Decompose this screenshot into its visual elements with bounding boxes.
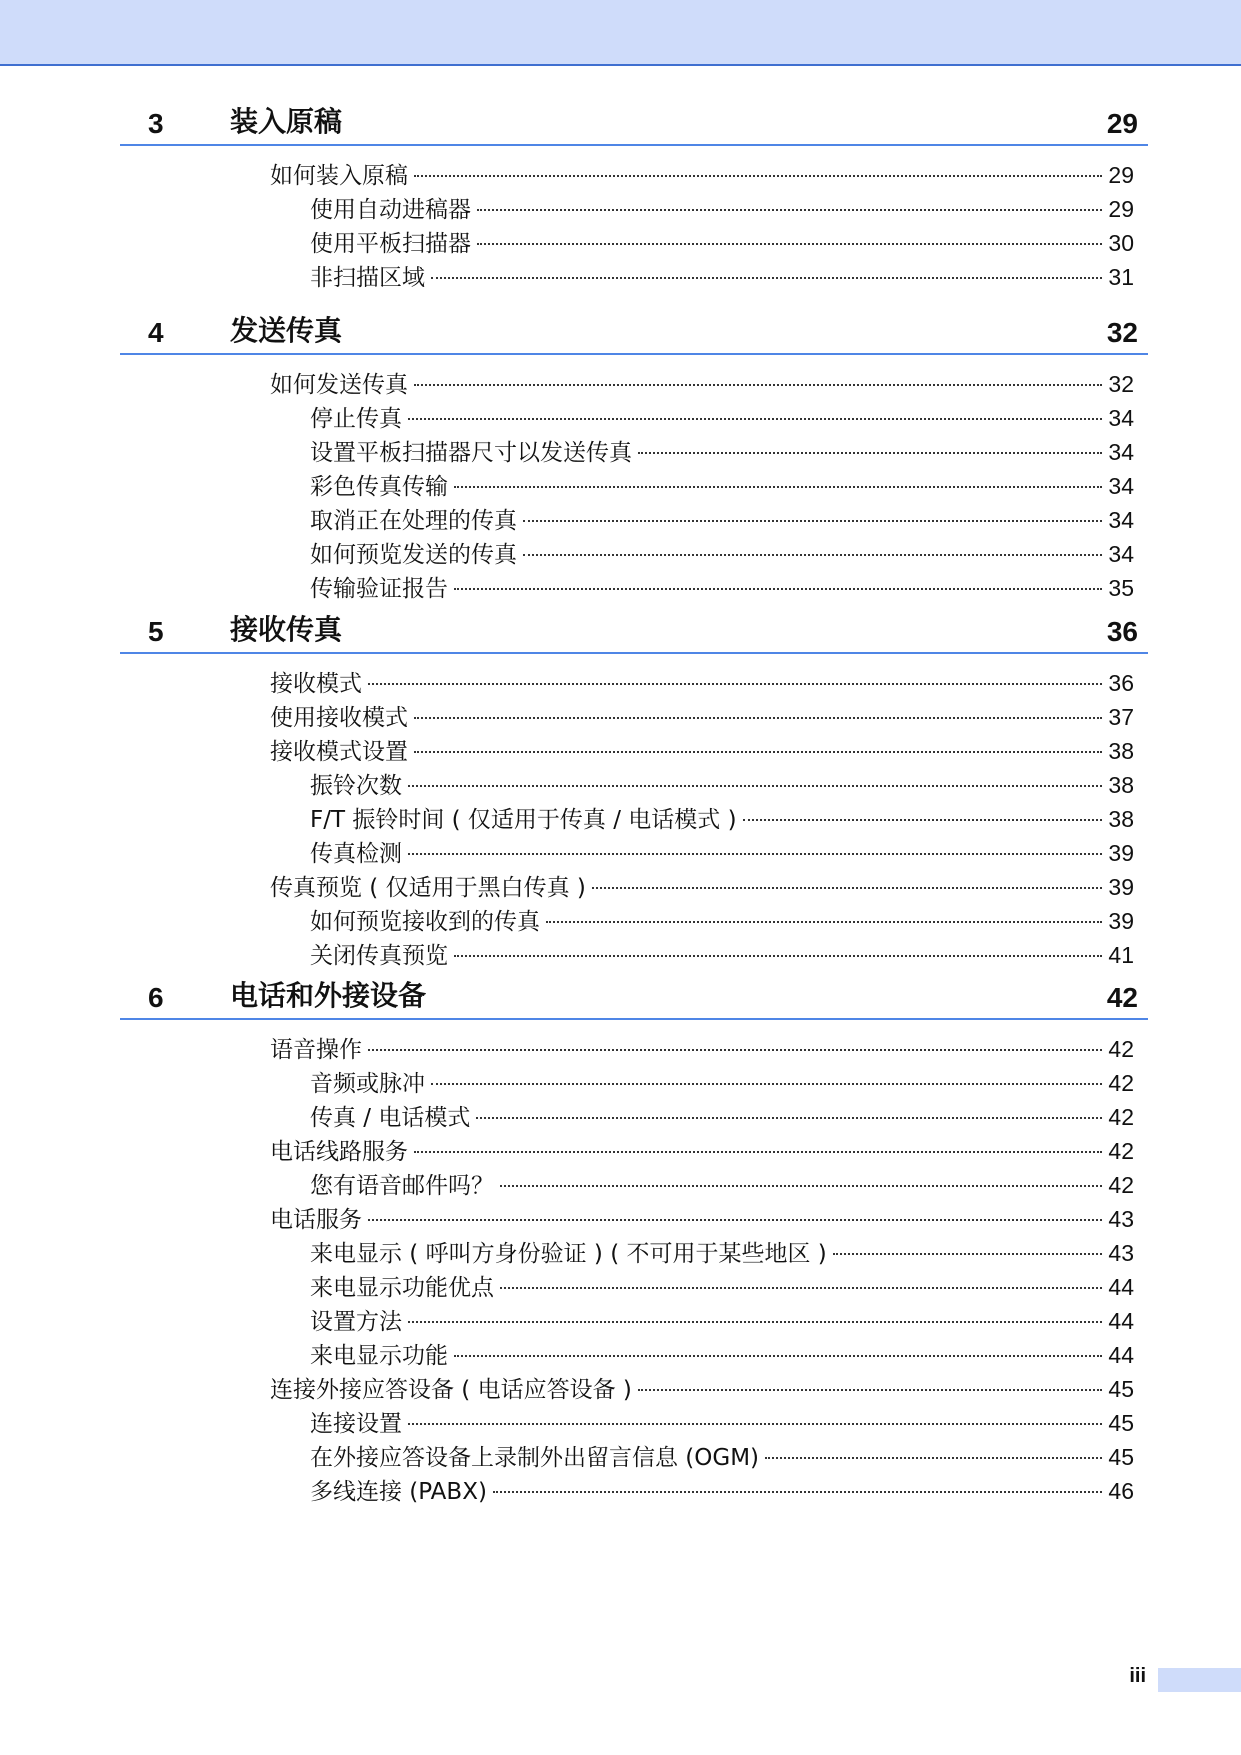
toc-entry-title: 电话线路服务 <box>270 1139 408 1165</box>
toc-entry-title: 连接外接应答设备 ( 电话应答设备 ) <box>270 1377 632 1403</box>
toc-entry-page: 29 <box>1108 162 1134 188</box>
toc-entry-list <box>120 666 1148 972</box>
toc-entry-title: 使用接收模式 <box>270 705 408 731</box>
chapter-section <box>120 100 1148 294</box>
toc-entry-title: 音频或脉冲 <box>310 1071 425 1097</box>
toc-entry[interactable] <box>310 571 1134 605</box>
toc-entry-title: 彩色传真传输 <box>310 474 448 500</box>
toc-entry-title: 来电显示 ( 呼叫方身份验证 ) ( 不可用于某些地区 ) <box>310 1241 827 1267</box>
chapter-heading[interactable] <box>120 974 1148 1020</box>
chapter-title: 发送传真 <box>230 314 343 347</box>
toc-entry-title: 接收模式 <box>270 671 362 697</box>
toc-entry-page: 44 <box>1108 1342 1134 1368</box>
toc-entry[interactable] <box>310 537 1134 571</box>
toc-entry-title: 多线连接 (PABX) <box>310 1479 487 1505</box>
toc-entry-title: 语音操作 <box>270 1037 362 1063</box>
toc-entry[interactable] <box>310 401 1134 435</box>
toc-entry-title: 停止传真 <box>310 406 402 432</box>
toc-entry-title: 使用自动进稿器 <box>310 197 471 223</box>
dot-leader <box>414 384 1102 386</box>
toc-entry-page: 32 <box>1108 371 1134 397</box>
chapter-title: 接收传真 <box>230 613 343 646</box>
chapter-heading[interactable] <box>120 309 1148 355</box>
chapter-title: 装入原稿 <box>230 105 343 138</box>
toc-entry-page: 39 <box>1108 840 1134 866</box>
dot-leader <box>523 554 1102 556</box>
dot-leader <box>765 1457 1102 1459</box>
toc-entry[interactable] <box>310 1168 1134 1202</box>
toc-entry-title: 传真检测 <box>310 841 402 867</box>
dot-leader <box>414 175 1102 177</box>
dot-leader <box>454 588 1102 590</box>
toc-entry-page: 45 <box>1108 1410 1134 1436</box>
dot-leader <box>431 1083 1102 1085</box>
dot-leader <box>638 452 1102 454</box>
dot-leader <box>833 1253 1103 1255</box>
toc-entry-title: 电话服务 <box>270 1207 362 1233</box>
toc-entry-page: 46 <box>1108 1478 1134 1504</box>
toc-entry-title: 关闭传真预览 <box>310 943 448 969</box>
toc-entry-page: 34 <box>1108 507 1134 533</box>
dot-leader <box>408 853 1102 855</box>
chapter-page-number: 29 <box>1106 108 1138 139</box>
toc-entry-page: 43 <box>1108 1240 1134 1266</box>
footer-band <box>1158 1668 1241 1692</box>
toc-entry-page: 31 <box>1108 264 1134 290</box>
toc-entry[interactable] <box>270 734 1134 768</box>
toc-entry[interactable] <box>310 435 1134 469</box>
toc-entry-list <box>120 367 1148 605</box>
chapter-title: 电话和外接设备 <box>230 979 427 1012</box>
toc-entry-title: 取消正在处理的传真 <box>310 508 517 534</box>
toc-entry-page: 38 <box>1108 806 1134 832</box>
toc-entry-title: 来电显示功能优点 <box>310 1275 494 1301</box>
toc-entry[interactable] <box>310 1304 1134 1338</box>
toc-entry-page: 43 <box>1108 1206 1134 1232</box>
toc-entry-title: 您有语音邮件吗？ <box>310 1173 494 1199</box>
dot-leader <box>592 887 1103 889</box>
toc-entry-title: 接收模式设置 <box>270 739 408 765</box>
header-band <box>0 0 1241 66</box>
toc-entry-page: 34 <box>1108 473 1134 499</box>
toc-entry-title: 在外接应答设备上录制外出留言信息 (OGM) <box>310 1445 760 1471</box>
toc-entry-list <box>120 1032 1148 1508</box>
toc-entry-page: 45 <box>1108 1444 1134 1470</box>
dot-leader <box>476 1117 1102 1119</box>
page-number: iii <box>1129 1665 1146 1687</box>
toc-entry-page: 37 <box>1108 704 1134 730</box>
toc-entry-title: 传真预览 ( 仅适用于黑白传真 ) <box>270 875 586 901</box>
toc-entry[interactable] <box>270 367 1134 401</box>
chapter-section <box>120 309 1148 605</box>
toc-entry-page: 34 <box>1108 405 1134 431</box>
toc-entry-page: 44 <box>1108 1274 1134 1300</box>
toc-entry-page: 41 <box>1108 942 1134 968</box>
toc-entry[interactable] <box>310 1270 1134 1304</box>
dot-leader <box>477 243 1102 245</box>
toc-entry[interactable] <box>310 1066 1134 1100</box>
dot-leader <box>368 683 1102 685</box>
dot-leader <box>500 1287 1102 1289</box>
toc-entry-title: 非扫描区域 <box>310 265 425 291</box>
toc-entry-page: 30 <box>1108 230 1134 256</box>
dot-leader <box>408 1321 1102 1323</box>
toc-entry[interactable] <box>270 1372 1134 1406</box>
toc-entry-title: 振铃次数 <box>310 773 402 799</box>
dot-leader <box>743 819 1103 821</box>
dot-leader <box>368 1049 1102 1051</box>
toc-entry[interactable] <box>270 1134 1134 1168</box>
chapter-heading[interactable] <box>120 608 1148 654</box>
toc-entry-title: F/T 振铃时间 ( 仅适用于传真 / 电话模式 ) <box>310 807 737 833</box>
toc-entry[interactable] <box>270 158 1134 192</box>
toc-entry-title: 设置方法 <box>310 1309 402 1335</box>
dot-leader <box>493 1491 1102 1493</box>
toc-entry-page: 39 <box>1108 908 1134 934</box>
toc-entry[interactable] <box>270 1202 1134 1236</box>
toc-entry[interactable] <box>310 192 1134 226</box>
toc-entry-page: 39 <box>1108 874 1134 900</box>
toc-entry[interactable] <box>310 260 1134 294</box>
toc-entry[interactable] <box>310 1338 1134 1372</box>
dot-leader <box>408 785 1102 787</box>
chapter-number: 6 <box>148 982 164 1013</box>
toc-entry-title: 设置平板扫描器尺寸以发送传真 <box>310 440 632 466</box>
dot-leader <box>638 1389 1103 1391</box>
toc-entry[interactable] <box>310 1474 1134 1508</box>
chapter-number: 5 <box>148 616 164 647</box>
dot-leader <box>523 520 1102 522</box>
toc-entry[interactable] <box>310 1406 1134 1440</box>
toc-entry-page: 42 <box>1108 1138 1134 1164</box>
toc-entry-title: 连接设置 <box>310 1411 402 1437</box>
toc-entry[interactable] <box>270 666 1134 700</box>
toc-entry-page: 42 <box>1108 1172 1134 1198</box>
dot-leader <box>414 751 1102 753</box>
chapter-section <box>120 608 1148 972</box>
toc-entry[interactable] <box>310 1440 1134 1474</box>
dot-leader <box>454 486 1102 488</box>
toc-entry[interactable] <box>310 1236 1134 1270</box>
toc-entry-title: 如何预览接收到的传真 <box>310 909 540 935</box>
toc-entry-title: 如何预览发送的传真 <box>310 542 517 568</box>
toc-entry-page: 44 <box>1108 1308 1134 1334</box>
dot-leader <box>414 1151 1102 1153</box>
dot-leader <box>431 277 1102 279</box>
toc-entry[interactable] <box>270 1032 1134 1066</box>
toc-entry-page: 45 <box>1108 1376 1134 1402</box>
chapter-page-number: 42 <box>1106 982 1138 1013</box>
dot-leader <box>408 418 1102 420</box>
toc-entry-title: 传真 / 电话模式 <box>310 1105 471 1131</box>
chapter-page-number: 36 <box>1106 616 1138 647</box>
toc-entry-title: 如何发送传真 <box>270 372 408 398</box>
toc-entry-page: 38 <box>1108 772 1134 798</box>
toc-entry-page: 42 <box>1108 1104 1134 1130</box>
dot-leader <box>414 717 1102 719</box>
dot-leader <box>477 209 1102 211</box>
toc-entry-page: 42 <box>1108 1070 1134 1096</box>
dot-leader <box>500 1185 1102 1187</box>
chapter-number: 3 <box>148 108 164 139</box>
dot-leader <box>368 1219 1102 1221</box>
toc-entry[interactable] <box>310 802 1134 836</box>
toc-entry-page: 36 <box>1108 670 1134 696</box>
toc-entry[interactable] <box>310 226 1134 260</box>
toc-entry[interactable] <box>270 870 1134 904</box>
toc-entry[interactable] <box>270 700 1134 734</box>
toc-entry[interactable] <box>310 503 1134 537</box>
toc-entry-title: 使用平板扫描器 <box>310 231 471 257</box>
toc-entry-page: 34 <box>1108 439 1134 465</box>
toc-entry[interactable] <box>310 904 1134 938</box>
dot-leader <box>454 1355 1102 1357</box>
chapter-section <box>120 974 1148 1508</box>
chapter-page-number: 32 <box>1106 317 1138 348</box>
chapter-heading[interactable] <box>120 100 1148 146</box>
toc-entry-title: 来电显示功能 <box>310 1343 448 1369</box>
toc-entry[interactable] <box>310 469 1134 503</box>
chapter-number: 4 <box>148 317 164 348</box>
toc-entry-page: 42 <box>1108 1036 1134 1062</box>
toc-entry-page: 34 <box>1108 541 1134 567</box>
toc-entry-list <box>120 158 1148 294</box>
dot-leader <box>454 955 1102 957</box>
dot-leader <box>546 921 1102 923</box>
toc-entry[interactable] <box>310 836 1134 870</box>
toc-entry-page: 35 <box>1108 575 1134 601</box>
toc-entry-page: 38 <box>1108 738 1134 764</box>
toc-entry[interactable] <box>310 938 1134 972</box>
toc-entry[interactable] <box>310 768 1134 802</box>
toc-entry-title: 如何装入原稿 <box>270 163 408 189</box>
dot-leader <box>408 1423 1102 1425</box>
toc-entry-page: 29 <box>1108 196 1134 222</box>
toc-entry[interactable] <box>310 1100 1134 1134</box>
toc-entry-title: 传输验证报告 <box>310 576 448 602</box>
